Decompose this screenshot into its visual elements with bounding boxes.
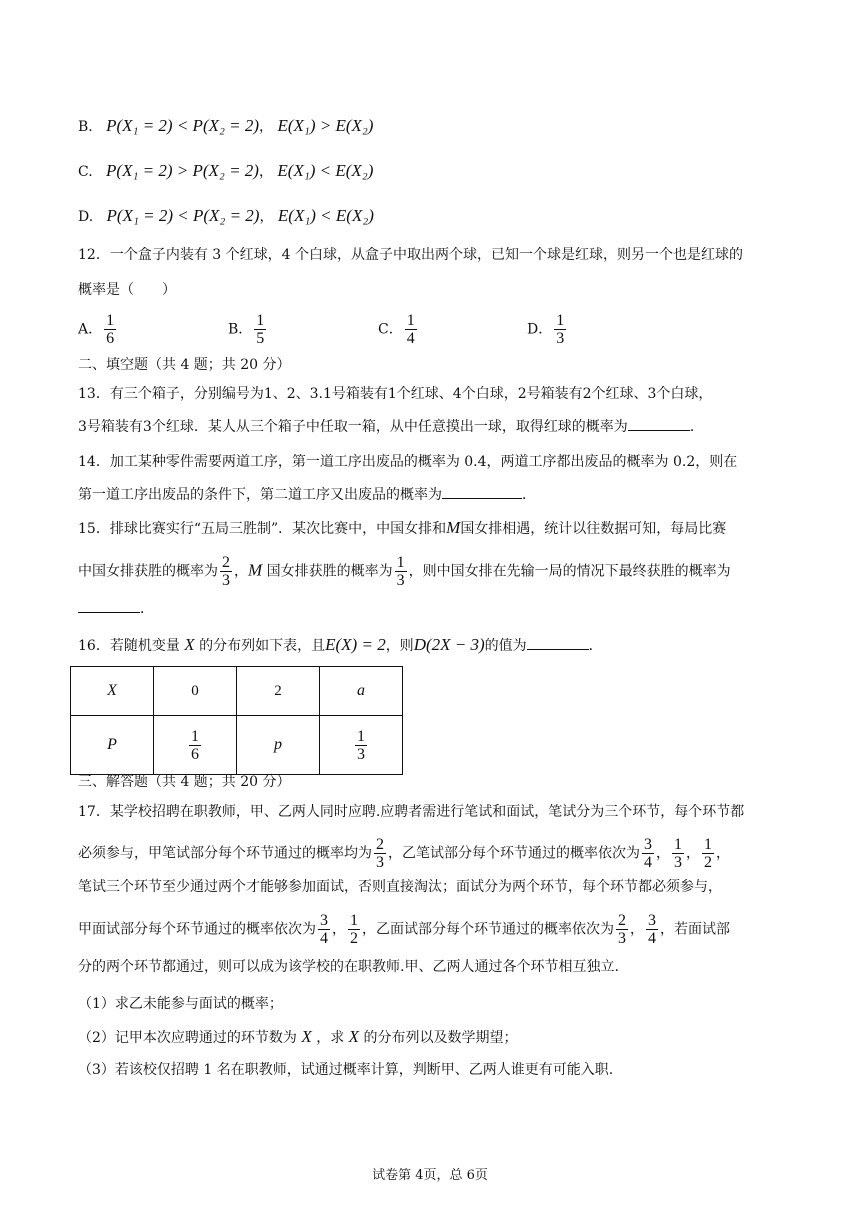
table-cell bbox=[320, 716, 403, 775]
fraction: $\frac{1}{2}$ bbox=[704, 836, 712, 871]
q12-option-d: D． $\frac{1}{3}$ bbox=[527, 312, 565, 347]
q11-option-c: C. P(X₁ = 2) > P(X₂ = 2)， E(X₁) < E(X₂) bbox=[78, 161, 374, 180]
table-cell: 0 bbox=[154, 667, 237, 716]
fraction: $\frac{3}{4}$ bbox=[648, 912, 656, 947]
q17-part1: （1）求乙未能参与面试的概率； bbox=[78, 996, 283, 1012]
fraction: $\frac{3}{4}$ bbox=[644, 836, 652, 871]
answer-blank bbox=[527, 635, 589, 650]
fraction: $\frac{1}{3}$ bbox=[556, 312, 565, 347]
q17-stem-line1: 17．某学校招聘在职教师，甲、乙两人同时应聘.应聘者需进行笔试和面试，笔试分为三个环节，每个环节都 bbox=[78, 804, 745, 820]
section-heading-fill-blank: 二、填空题（共 4 题；共 20 分） bbox=[78, 357, 291, 373]
table-cell: 2 bbox=[237, 667, 320, 716]
q16-distribution-table bbox=[70, 666, 403, 775]
q12-option-b: B． $\frac{1}{5}$ bbox=[228, 312, 265, 347]
answer-blank bbox=[442, 484, 522, 499]
fraction: $\frac{2}{3}$ bbox=[222, 554, 230, 589]
q14-stem-line1: 14．加工某种零件需要两道工序，第一道工序出废品的概率为 0.4，两道工序都出废品的概率为 0.2，则在 bbox=[78, 454, 738, 470]
q12-stem-line1: 12．一个盒子内装有 3 个红球，4 个白球，从盒子中取出两个球，已知一个球是红球，则另一个也是红球的 bbox=[78, 247, 743, 263]
q11-c-expr1: P(X₁ = 2) > P(X₂ = 2) bbox=[106, 161, 259, 180]
fraction: $\frac{1}{3}$ bbox=[674, 836, 682, 871]
table-cell: a bbox=[320, 667, 403, 716]
q12-option-c: C． $\frac{1}{4}$ bbox=[378, 312, 415, 347]
q14-stem-line2: 第一道工序出废品的条件下，第二道工序又出废品的概率为 ． bbox=[78, 484, 782, 505]
q17-stem-line5: 分的两个环节都通过，则可以成为该学校的在职教师.甲、乙两人通过各个环节相互独立. bbox=[78, 959, 619, 975]
answer-blank bbox=[628, 416, 690, 431]
q11-b-expr1: P(X₁ = 2) < P(X₂ = 2) bbox=[106, 116, 260, 135]
q17-part2: （2）记甲本次应聘通过的环节数为 X ，求 X 的分布列以及数学期望； bbox=[78, 1027, 518, 1046]
page-footer: 试卷第 4页，总 6页 bbox=[372, 1168, 488, 1183]
fraction: $\frac{1}{6}$ bbox=[191, 727, 199, 763]
fraction: $\frac{2}{3}$ bbox=[376, 836, 384, 871]
q12-stem-line2: 概率是（ ） bbox=[78, 282, 176, 298]
q12-options bbox=[78, 312, 782, 352]
q11-option-b: B. P(X₁ = 2) < P(X₂ = 2)， E(X₁) > E(X₂) bbox=[78, 116, 374, 135]
q16-stem: 16．若随机变量 X 的分布列如下表，且E(X) = 2，则D(2X − 3)的值为 ． bbox=[78, 635, 603, 654]
table-cell: X bbox=[71, 667, 154, 716]
fraction: $\frac{1}{3}$ bbox=[396, 554, 405, 589]
table-cell bbox=[154, 716, 237, 775]
q17-stem-line2: 必须参与，甲笔试部分每个环节通过的概率均为 $\frac{2}{3}$ ，乙笔试部分每个环节通过的概率依次为 $\frac{3}{4}$ ， $\frac{1}{3}$ ， $\frac{1}{2}$ ， bbox=[78, 836, 730, 871]
q11-d-expr1: P(X₁ = 2) < P(X₂ = 2) bbox=[106, 206, 260, 225]
q17-stem-line4: 甲面试部分每个环节通过的概率依次为 $\frac{3}{4}$ ， $\frac{1}{2}$ ，乙面试部分每个环节通过的概率依次为 $\frac{2}{3}$ ， $\frac{3}{4}$ ，若面试部 bbox=[78, 912, 730, 947]
table-cell: P bbox=[71, 716, 154, 775]
table-row bbox=[71, 716, 403, 775]
table-row bbox=[71, 667, 403, 716]
q17-part3: （3）若该校仅招聘 1 名在职教师，试通过概率计算，判断甲、乙两人谁更有可能入职. bbox=[78, 1062, 614, 1078]
q17-stem-line3: 笔试三个环节至少通过两个才能够参加面试，否则直接淘汰；面试分为两个环节，每个环节都必须参与， bbox=[78, 879, 722, 895]
fraction: $\frac{1}{2}$ bbox=[350, 912, 358, 947]
q11-d-expr2: E(X₁) < E(X₂) bbox=[277, 206, 374, 225]
answer-blank bbox=[78, 598, 140, 613]
q11-c-expr2: E(X₁) < E(X₂) bbox=[277, 161, 374, 180]
fraction: $\frac{3}{4}$ bbox=[320, 912, 328, 947]
section-heading-solve: 三、解答题（共 4 题；共 20 分） bbox=[78, 774, 291, 790]
q12-option-a: A． $\frac{1}{6}$ bbox=[78, 312, 115, 347]
q11-b-expr2: E(X₁) > E(X₂) bbox=[277, 116, 374, 135]
q13-stem-line2: 3号箱装有3个红球．某人从三个箱子中任取一箱，从中任意摸出一球，取得红球的概率为 ． bbox=[78, 416, 782, 437]
table-cell: p bbox=[237, 716, 320, 775]
q15-stem-line1: 15．排球比赛实行“五局三胜制”．某次比赛中，中国女排和M国女排相遇，统计以往数据可知，每局比赛 bbox=[78, 518, 727, 537]
q13-stem-line1: 13．有三个箱子，分别编号为1、2、3.1号箱装有1个红球、4个白球，2号箱装有2个红球、3个白球， bbox=[78, 386, 713, 402]
q15-stem-line3: ． bbox=[78, 598, 782, 619]
fraction: $\frac{1}{6}$ bbox=[106, 312, 115, 347]
fraction: $\frac{2}{3}$ bbox=[618, 912, 626, 947]
fraction: $\frac{1}{4}$ bbox=[406, 312, 415, 347]
fraction: $\frac{1}{5}$ bbox=[256, 312, 265, 347]
fraction: $\frac{1}{3}$ bbox=[357, 727, 365, 763]
q11-option-d: D. P(X₁ = 2) < P(X₂ = 2)， E(X₁) < E(X₂) bbox=[78, 206, 374, 225]
q15-stem-line2: 中国女排获胜的概率为 $\frac{2}{3}$ ，M 国女排获胜的概率为 $\frac{1}{3}$ ，则中国女排在先输一局的情况下最终获胜的概率为 bbox=[78, 554, 731, 589]
